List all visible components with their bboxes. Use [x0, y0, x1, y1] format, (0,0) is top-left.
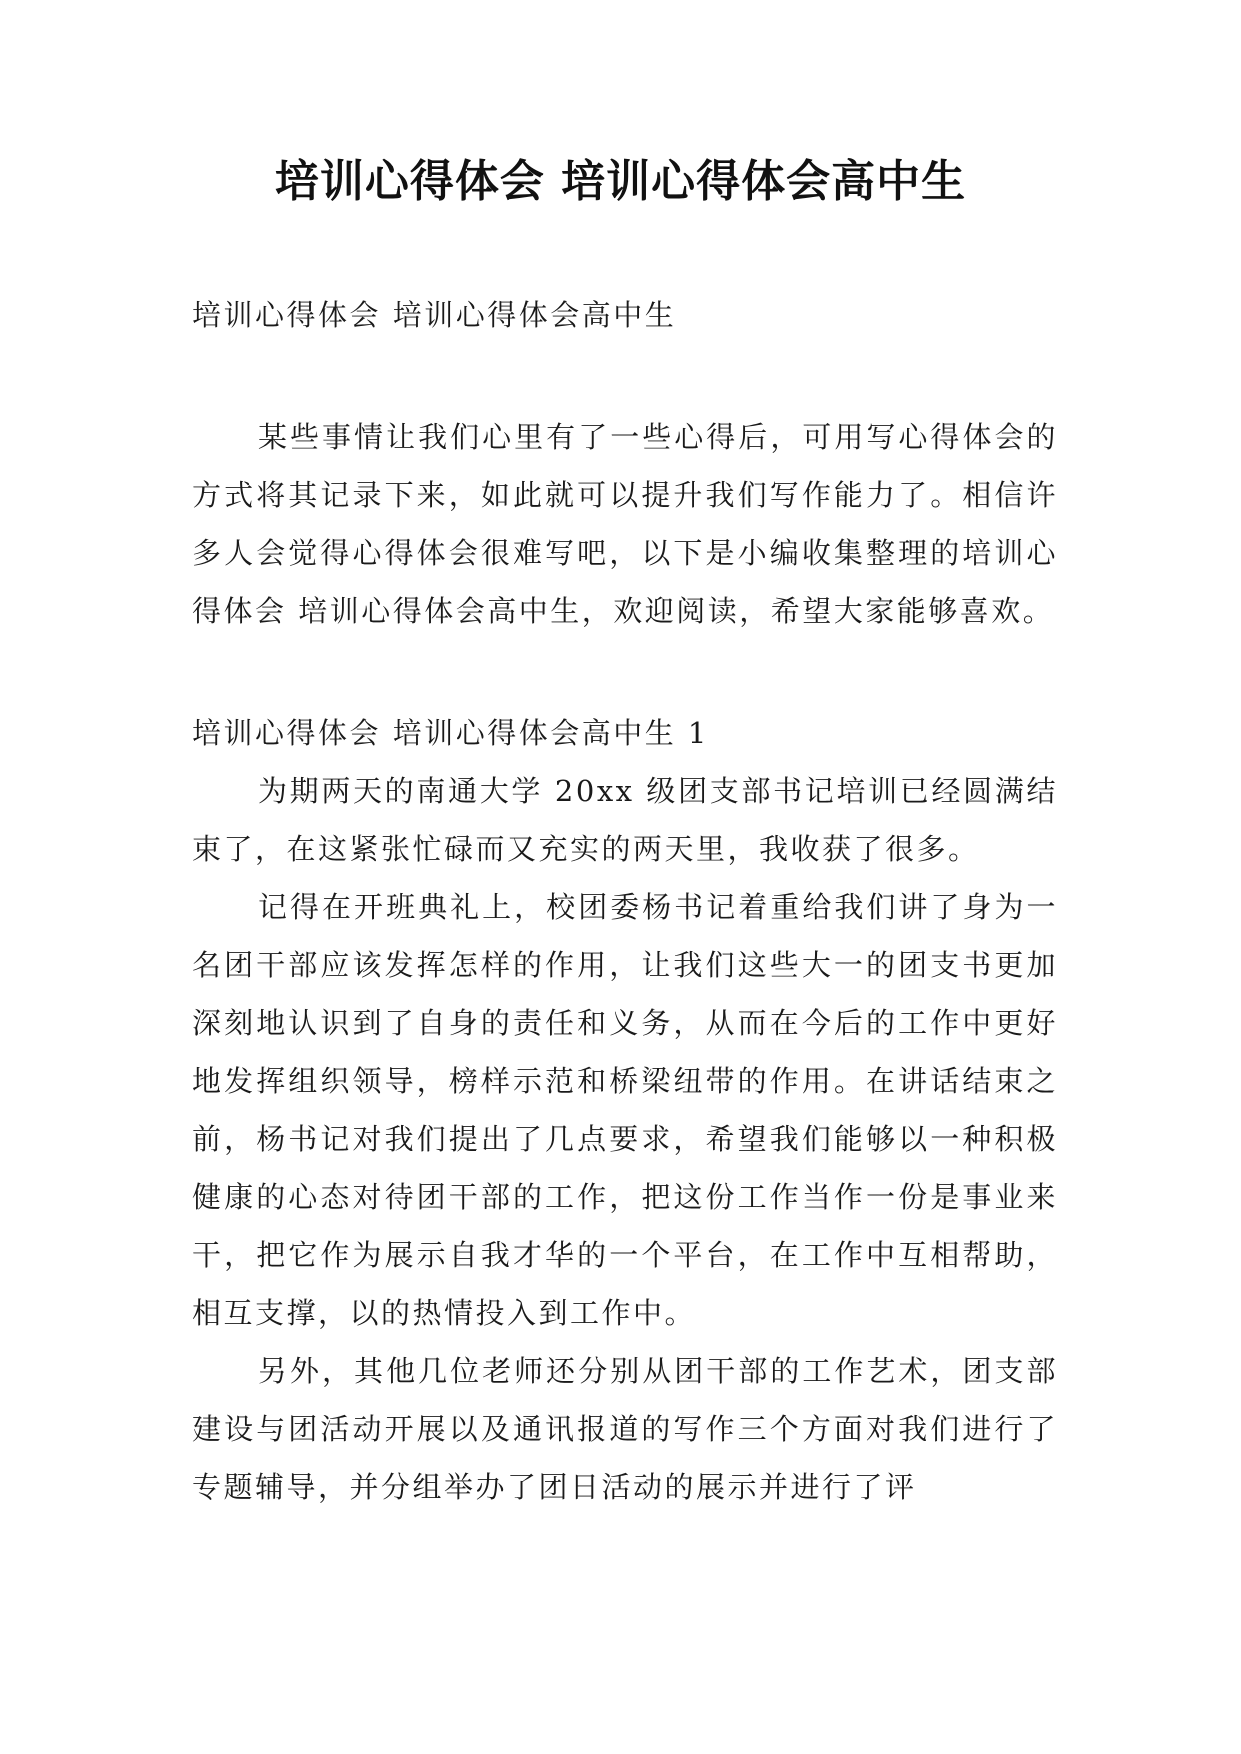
- intro-paragraph: 某些事情让我们心里有了一些心得后，可用写心得体会的方式将其记录下来，如此就可以提升我们写作能力了。相信许多人会觉得心得体会很难写吧，以下是小编收集整理的培训心得体会 培训心得体会高中生，欢迎阅读，希望大家能够喜欢。: [192, 420, 1058, 628]
- body-paragraph: 记得在开班典礼上，校团委杨书记着重给我们讲了身为一名团干部应该发挥怎样的作用，让我们这些大一的团支书更加深刻地认识到了自身的责任和义务，从而在今后的工作中更好地发挥组织领导，榜样示范和桥梁纽带的作用。在讲话结束之前，杨书记对我们提出了几点要求，希望我们能够以一种积极健康的心态对待团干部的工作，把这份工作当作一份是事业来干，把它作为展示自我才华的一个平台，在工作中互相帮助，相互支撑，以的热情投入到工作中。: [192, 890, 1058, 1330]
- document-subtitle: 培训心得体会 培训心得体会高中生: [192, 298, 677, 332]
- document-body: [192, 286, 1058, 1516]
- document-title: 培训心得体会 培训心得体会高中生: [274, 156, 967, 207]
- section-heading: 培训心得体会 培训心得体会高中生 1: [192, 716, 709, 750]
- body-paragraph: 为期两天的南通大学 20xx 级团支部书记培训已经圆满结束了，在这紧张忙碌而又充实的两天里，我收获了很多。: [192, 774, 1058, 866]
- body-paragraph: 另外，其他几位老师还分别从团干部的工作艺术，团支部建设与团活动开展以及通讯报道的写作三个方面对我们进行了专题辅导，并分组举办了团日活动的展示并进行了评: [192, 1354, 1058, 1504]
